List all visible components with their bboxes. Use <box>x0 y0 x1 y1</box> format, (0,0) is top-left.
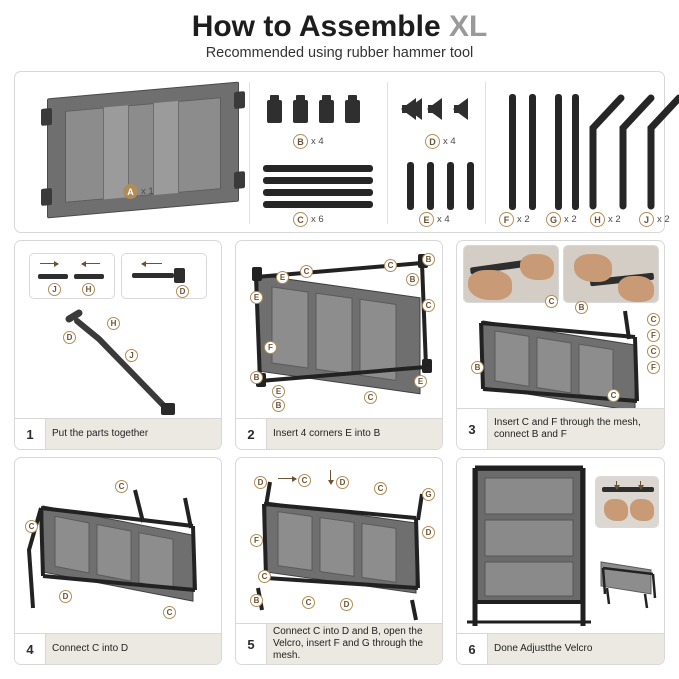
page-title <box>0 10 679 44</box>
part-qty-g: x 2 <box>564 214 577 225</box>
step3-photo-left <box>463 245 559 303</box>
step4-tag-c1: C <box>115 480 128 493</box>
part-label-g <box>546 212 577 227</box>
step-3-caption <box>457 408 664 449</box>
step6-velcro-inset <box>595 476 659 528</box>
step5-tag-c4: C <box>302 596 315 609</box>
step1-inset-left <box>29 253 115 299</box>
step-5-number: 5 <box>236 624 267 664</box>
page-title-main: How to Assemble <box>191 10 449 43</box>
step2-tag-c3: C <box>422 299 435 312</box>
step2-tag-e2: E <box>250 291 263 304</box>
part-label-h <box>590 212 621 227</box>
step-1-text: Put the parts together <box>52 428 149 439</box>
part-qty-d: x 4 <box>443 136 456 147</box>
step1-inset-right <box>121 253 207 299</box>
part-bubble-f: F <box>499 212 514 227</box>
part-bubble-a: A <box>123 184 138 199</box>
step3-tag-c1: C <box>545 295 558 308</box>
parts-list-panel <box>14 71 670 233</box>
step2-tag-c4: C <box>364 391 377 404</box>
step3-tag-f2: F <box>647 361 660 374</box>
part-bubble-d: D <box>425 134 440 149</box>
step1-tag-h: H <box>82 283 95 296</box>
step2-tag-e1: E <box>276 271 289 284</box>
step-panel-1 <box>14 240 222 450</box>
step-2-art <box>236 241 442 419</box>
part-label-b <box>293 134 324 149</box>
part-label-a <box>123 184 154 199</box>
step-2-caption <box>236 418 442 449</box>
step5-tag-c1: C <box>298 474 311 487</box>
step-panel-3 <box>456 240 665 450</box>
step-5-art <box>236 458 442 624</box>
step3-tag-b1: B <box>575 301 588 314</box>
step5-tag-g: G <box>422 488 435 501</box>
step1-tag-j2: J <box>125 349 138 362</box>
step1-tag-d: D <box>176 285 189 298</box>
page-subtitle: Recommended using rubber hammer tool <box>205 45 474 61</box>
step2-tag-c2: C <box>384 259 397 272</box>
step-panel-4 <box>14 457 222 665</box>
step1-tag-h2: H <box>107 317 120 330</box>
part-label-j <box>639 212 670 227</box>
part-bent-j1 <box>639 94 679 189</box>
step-1-caption <box>15 418 221 449</box>
step-4-caption <box>15 633 221 664</box>
step1-pole-graphic <box>15 299 221 419</box>
part-qty-a: x 1 <box>141 186 154 197</box>
step2-tag-c1: C <box>300 265 313 278</box>
step-3-art <box>457 241 664 409</box>
step3-photo-right <box>563 245 659 303</box>
part-bubble-b: B <box>293 134 308 149</box>
step-4-number: 4 <box>15 634 46 664</box>
part-qty-e: x 4 <box>437 214 450 225</box>
step5-tag-c3: C <box>258 570 271 583</box>
step6-finished-bed-graphic <box>595 554 659 610</box>
step3-tag-b2: B <box>471 361 484 374</box>
part-qty-h: x 2 <box>608 214 621 225</box>
step5-tag-f: F <box>250 534 263 547</box>
step-5-text: Connect C into D and B, open the Velcro, insert F and G through the mesh. <box>273 626 424 661</box>
step-1-number: 1 <box>15 419 46 449</box>
step-panel-2 <box>235 240 443 450</box>
step4-tag-c2: C <box>25 520 38 533</box>
step2-tag-b2: B <box>406 273 419 286</box>
part-label-c <box>293 212 324 227</box>
part-bubble-h: H <box>590 212 605 227</box>
part-qty-b: x 4 <box>311 136 324 147</box>
part-bubble-g: G <box>546 212 561 227</box>
step-panel-6 <box>456 457 665 665</box>
part-bubble-c: C <box>293 212 308 227</box>
part-bubble-j: J <box>639 212 654 227</box>
part-label-f <box>499 212 530 227</box>
step5-tag-d3: D <box>422 526 435 539</box>
step6-finished-inset <box>595 554 659 610</box>
step5-tag-d2: D <box>336 476 349 489</box>
step5-tag-d4: D <box>340 598 353 611</box>
part-qty-f: x 2 <box>517 214 530 225</box>
part-bubble-e: E <box>419 212 434 227</box>
step-6-art <box>457 458 664 634</box>
step-6-number: 6 <box>457 634 488 664</box>
step3-tag-f1: F <box>647 329 660 342</box>
step3-frame-graphic <box>457 305 664 409</box>
step-4-text: Connect C into D <box>52 643 129 654</box>
step5-tag-b: B <box>250 594 263 607</box>
part-label-d <box>425 134 456 149</box>
step2-tag-b3: B <box>250 371 263 384</box>
step5-tag-c2: C <box>374 482 387 495</box>
step4-tag-d: D <box>59 590 72 603</box>
step3-tag-c3: C <box>647 345 660 358</box>
page-title-xl: XL <box>448 10 488 43</box>
step-2-number: 2 <box>236 419 267 449</box>
step2-tag-e3: E <box>272 385 285 398</box>
step6-upright-graphic <box>463 462 593 632</box>
part-qty-c: x 6 <box>311 214 324 225</box>
step-3-text: Insert C and F through the mesh, connect B and F <box>494 417 641 440</box>
step2-tag-b1: B <box>422 253 435 266</box>
step3-tag-c2: C <box>647 313 660 326</box>
step-3-number: 3 <box>457 409 488 449</box>
step-panel-5 <box>235 457 443 665</box>
step-5-caption <box>236 623 442 664</box>
header <box>0 0 679 61</box>
part-label-e <box>419 212 450 227</box>
part-qty-j: x 2 <box>657 214 670 225</box>
step2-tag-f: F <box>264 341 277 354</box>
step2-tag-e4: E <box>414 375 427 388</box>
step2-frame-graphic <box>236 241 442 419</box>
step-1-art <box>15 241 221 419</box>
step2-tag-b4: B <box>272 399 285 412</box>
step-6-caption <box>457 633 664 664</box>
step1-tag-j: J <box>48 283 61 296</box>
step1-tag-d2: D <box>63 331 76 344</box>
step4-tag-c3: C <box>163 606 176 619</box>
step3-tag-c4: C <box>607 389 620 402</box>
step-6-text: Done Adjustthe Velcro <box>494 643 593 654</box>
step-2-text: Insert 4 corners E into B <box>273 428 381 439</box>
step5-tag-d1: D <box>254 476 267 489</box>
step-4-art <box>15 458 221 634</box>
